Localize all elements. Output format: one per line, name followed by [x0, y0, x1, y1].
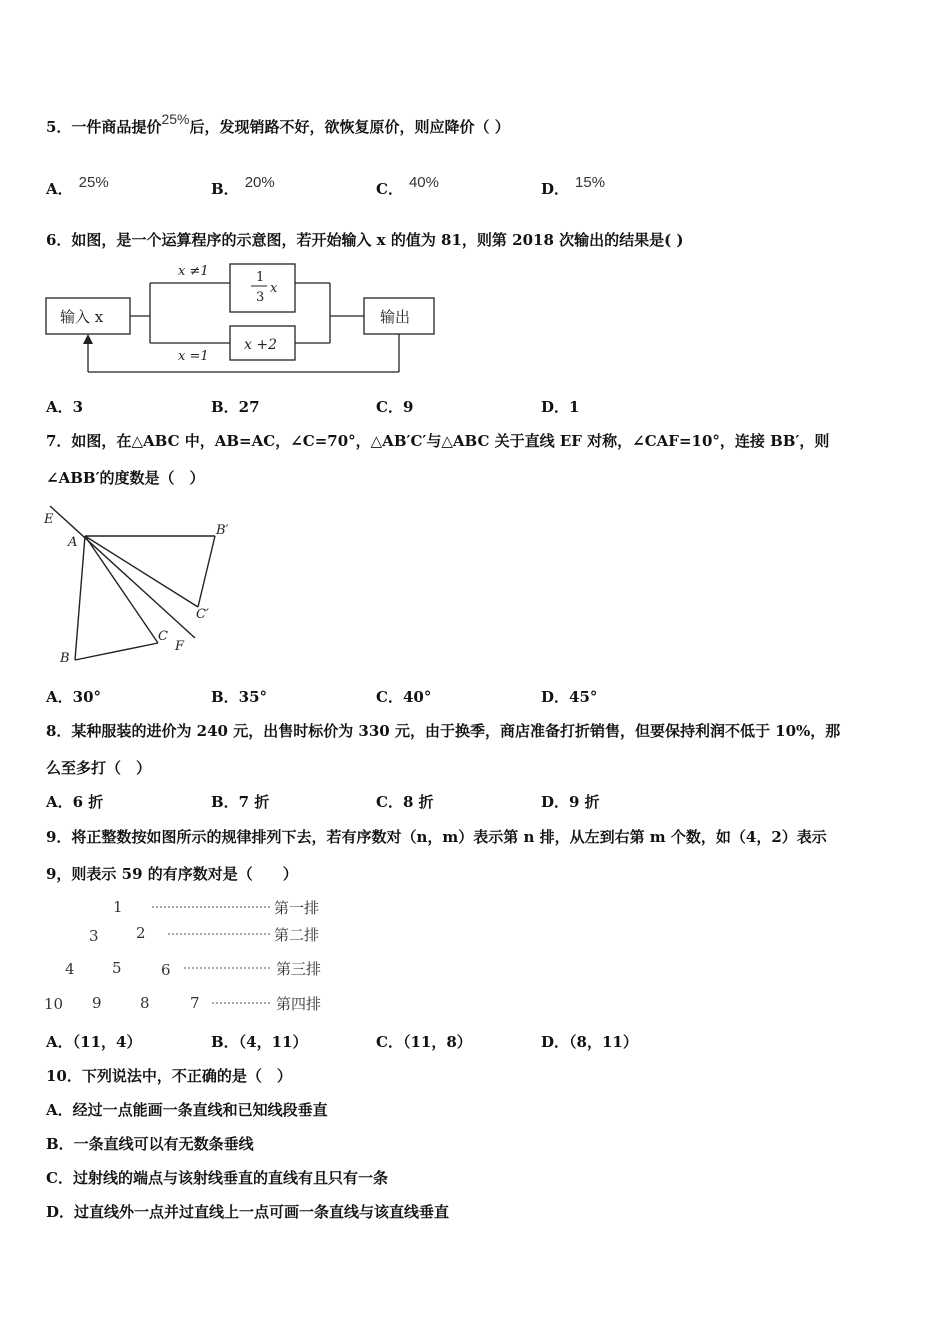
q5-option-c[interactable]: C． 40% — [376, 174, 439, 198]
cond-top-label: x ≠1 — [178, 264, 209, 279]
line-ef — [50, 506, 195, 638]
row4-num1: 10 — [44, 995, 64, 1013]
op-top-denominator: 3 — [256, 290, 265, 305]
q5-option-b[interactable]: B． 20% — [211, 174, 275, 198]
q10-option-c[interactable]: C．过射线的端点与该射线垂直的直线有且只有一条 — [46, 1169, 388, 1187]
q7-option-a[interactable]: A．30° — [46, 688, 102, 706]
loop-arrowhead — [83, 334, 93, 344]
q9-stem-line2: 9，则表示 59 的有序数对是（ ） — [46, 865, 298, 883]
q7-stem-line2: ∠ABB′的度数是（ ） — [46, 469, 205, 487]
q5-stem — [46, 111, 510, 137]
q6-option-a[interactable]: A．3 — [46, 398, 84, 416]
q5-stem-after: 后，发现销路不好，欲恢复原价，则应降价（ ） — [189, 118, 510, 136]
q7-option-b[interactable]: B．35° — [211, 688, 268, 706]
q10-option-a[interactable]: A．经过一点能画一条直线和已知线段垂直 — [46, 1101, 328, 1119]
label-c-prime: C′ — [196, 607, 209, 622]
output-label: 输出 — [380, 308, 411, 326]
label-b-prime: B′ — [216, 523, 229, 538]
cond-bottom-label: x =1 — [178, 349, 209, 364]
q8-option-d[interactable]: D．9 折 — [541, 793, 600, 811]
q5-stem-percent: 25% — [161, 111, 190, 127]
q8-stem-line2: 么至多打（ ） — [46, 759, 152, 777]
row1-label: 第一排 — [274, 899, 320, 917]
q6-option-c[interactable]: C．9 — [376, 398, 414, 416]
q6-flowchart — [44, 256, 439, 380]
label-b: B — [60, 651, 70, 666]
segment-ab — [75, 536, 85, 660]
segment-ac — [85, 536, 158, 643]
row2-num2: 2 — [136, 924, 146, 942]
q9-option-c[interactable]: C．（11，8） — [376, 1033, 472, 1051]
q7-triangle-figure — [40, 500, 240, 670]
q5-option-d[interactable]: D． 15% — [541, 174, 606, 198]
row3-num2: 5 — [112, 959, 122, 977]
segment-b2c2 — [198, 536, 215, 607]
q6-stem: 6．如图，是一个运算程序的示意图，若开始输入 x 的值为 81，则第 2018 次输出的结果是( ) — [46, 231, 684, 249]
row2-num1: 3 — [89, 927, 99, 945]
label-e: E — [44, 512, 54, 527]
row4-label: 第四排 — [276, 995, 322, 1013]
segment-ac2 — [85, 536, 198, 607]
q7-option-c[interactable]: C．40° — [376, 688, 432, 706]
q8-option-a[interactable]: A．6 折 — [46, 793, 104, 811]
row4-num3: 8 — [140, 994, 150, 1012]
q5-option-a[interactable]: A． 25% — [46, 174, 109, 198]
q5-stem-before: 5．一件商品提价 — [46, 118, 162, 136]
q6-option-b[interactable]: B．27 — [211, 398, 260, 416]
q10-stem: 10．下列说法中，不正确的是（ ） — [46, 1067, 292, 1085]
q8-option-c[interactable]: C．8 折 — [376, 793, 434, 811]
segment-bc — [75, 643, 158, 660]
op-bottom-label: x +2 — [244, 337, 277, 353]
q7-stem-line1: 7．如图，在△ABC 中，AB=AC，∠C=70°，△AB′C′与△ABC 关于直线 EF 对称，∠CAF=10°，连接 BB′，则 — [46, 432, 830, 450]
q9-option-a[interactable]: A．（11，4） — [46, 1033, 142, 1051]
row3-label: 第三排 — [276, 960, 322, 978]
q10-option-d[interactable]: D．过直线外一点并过直线上一点可画一条直线与该直线垂直 — [46, 1203, 450, 1221]
q9-option-b[interactable]: B．（4，11） — [211, 1033, 308, 1051]
q10-option-b[interactable]: B．一条直线可以有无数条垂线 — [46, 1135, 254, 1153]
row4-num2: 9 — [92, 994, 102, 1012]
q8-option-b[interactable]: B．7 折 — [211, 793, 270, 811]
q9-number-triangle — [40, 893, 335, 1019]
q9-option-d[interactable]: D．（8，11） — [541, 1033, 638, 1051]
q7-option-d[interactable]: D．45° — [541, 688, 598, 706]
op-top-variable: x — [270, 281, 278, 296]
row2-label: 第二排 — [274, 926, 320, 944]
row1-num1: 1 — [113, 898, 123, 916]
q6-option-d[interactable]: D．1 — [541, 398, 580, 416]
row4-num4: 7 — [190, 994, 200, 1012]
label-c: C — [158, 629, 168, 644]
op-top-numerator: 1 — [256, 270, 265, 285]
row3-num3: 6 — [161, 961, 171, 979]
row3-num1: 4 — [65, 960, 75, 978]
q8-stem-line1: 8．某种服装的进价为 240 元，出售时标价为 330 元，由于换季，商店准备打折销售，但要保持利润不低于 10%，那 — [46, 722, 841, 740]
label-a: A — [68, 535, 78, 550]
input-label: 输入 x — [60, 308, 104, 326]
label-f: F — [175, 639, 185, 654]
q9-stem-line1: 9．将正整数按如图所示的规律排列下去，若有序数对（n，m）表示第 n 排，从左到右第 m 个数，如（4，2）表示 — [46, 828, 827, 846]
